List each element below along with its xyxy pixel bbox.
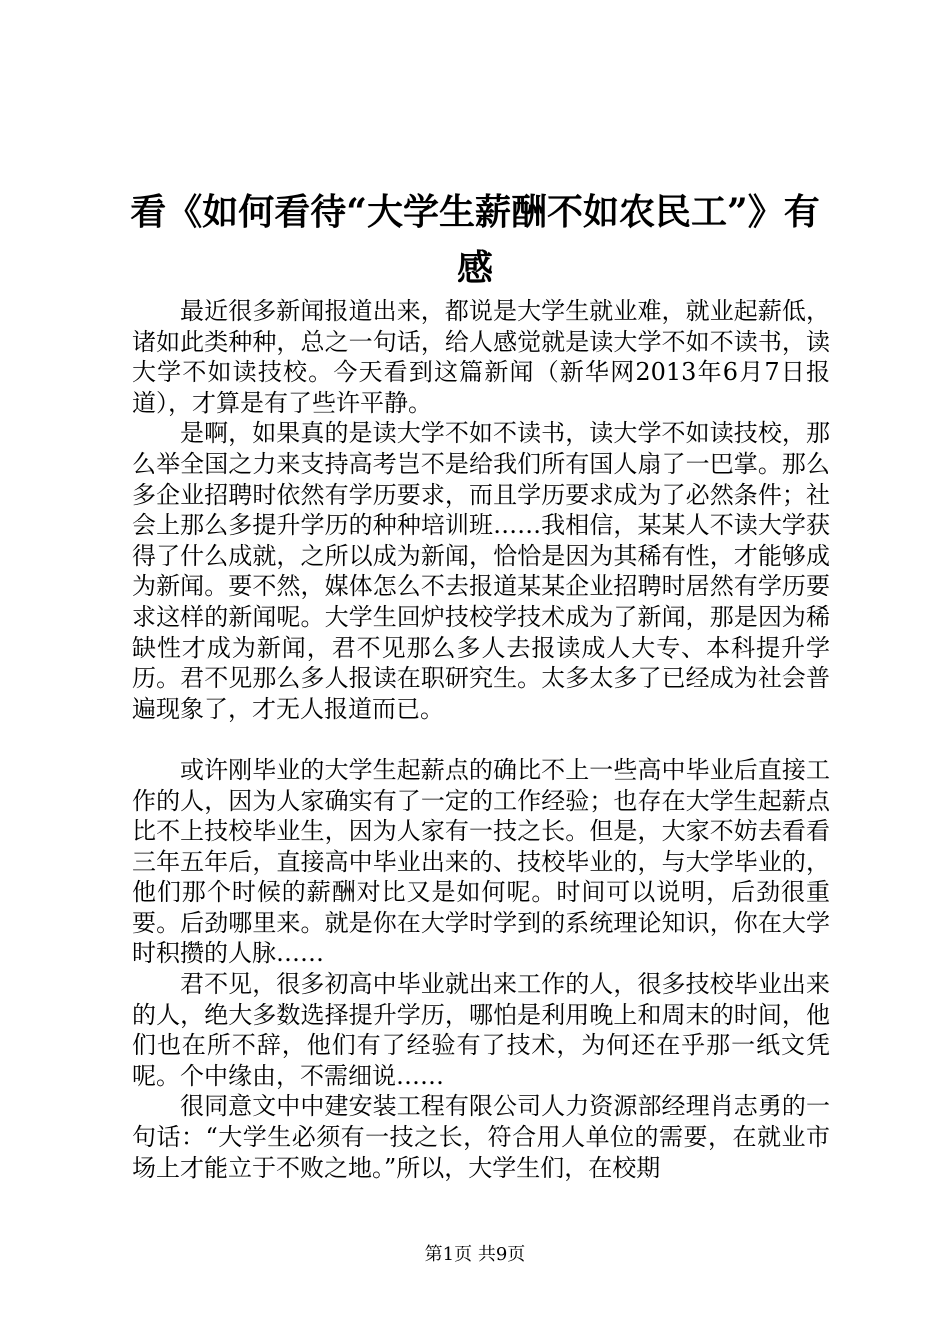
document-body <box>132 296 830 1183</box>
paragraph-spacer <box>132 724 830 755</box>
paragraph-1: 最近很多新闻报道出来，都说是大学生就业难，就业起薪低，诸如此类种种，总之一句话，给人感觉就是读大学不如不读书，读大学不如读技校。今天看到这篇新闻（新华网2013年6月7日报道），才算是有了些许平静。 <box>132 297 830 417</box>
paragraph-4: 君不见，很多初高中毕业就出来工作的人，很多技校毕业出来的人，绝大多数选择提升学历，哪怕是利用晚上和周末的时间，他们也在所不辞，他们有了经验有了技术，为何还在乎那一纸文凭呢。个中缘由，不需细说…… <box>132 970 830 1090</box>
page-number-footer: 第1页 共9页 <box>424 1244 526 1265</box>
document-title: 看《如何看待“大学生薪酬不如农民工”》有感 <box>130 191 820 289</box>
paragraph-3: 或许刚毕业的大学生起薪点的确比不上一些高中毕业后直接工作的人，因为人家确实有了一定的工作经验；也存在大学生起薪点比不上技校毕业生，因为人家有一技之长。但是，大家不妨去看看三年五年后，直接高中毕业出来的、技校毕业的，与大学毕业的，他们那个时候的薪酬对比又是如何呢。时间可以说明，后劲很重要。后劲哪里来。就是你在大学时学到的系统理论知识，你在大学时积攒的人脉…… <box>132 755 830 968</box>
paragraph-5: 很同意文中中建安装工程有限公司人力资源部经理肖志勇的一句话：“大学生必须有一技之长，符合用人单位的需要，在就业市场上才能立于不败之地。”所以，大学生们，在校期 <box>132 1092 830 1182</box>
paragraph-2: 是啊，如果真的是读大学不如不读书，读大学不如读技校，那么举全国之力来支持高考岂不是给我们所有国人扇了一巴掌。那么多企业招聘时依然有学历要求，而且学历要求成为了必然条件；社会上那么多提升学历的种种培训班……我相信，某某人不读大学获得了什么成就，之所以成为新闻，恰恰是因为其稀有性，才能够成为新闻。要不然，媒体怎么不去报道某某企业招聘时居然有学历要求这样的新闻呢。大学生回炉技校学技术成为了新闻，那是因为稀缺性才成为新闻，君不见那么多人去报读成人大专、本科提升学历。君不见那么多人报读在职研究生。太多太多了已经成为社会普遍现象了，才无人报道而已。 <box>132 419 830 723</box>
